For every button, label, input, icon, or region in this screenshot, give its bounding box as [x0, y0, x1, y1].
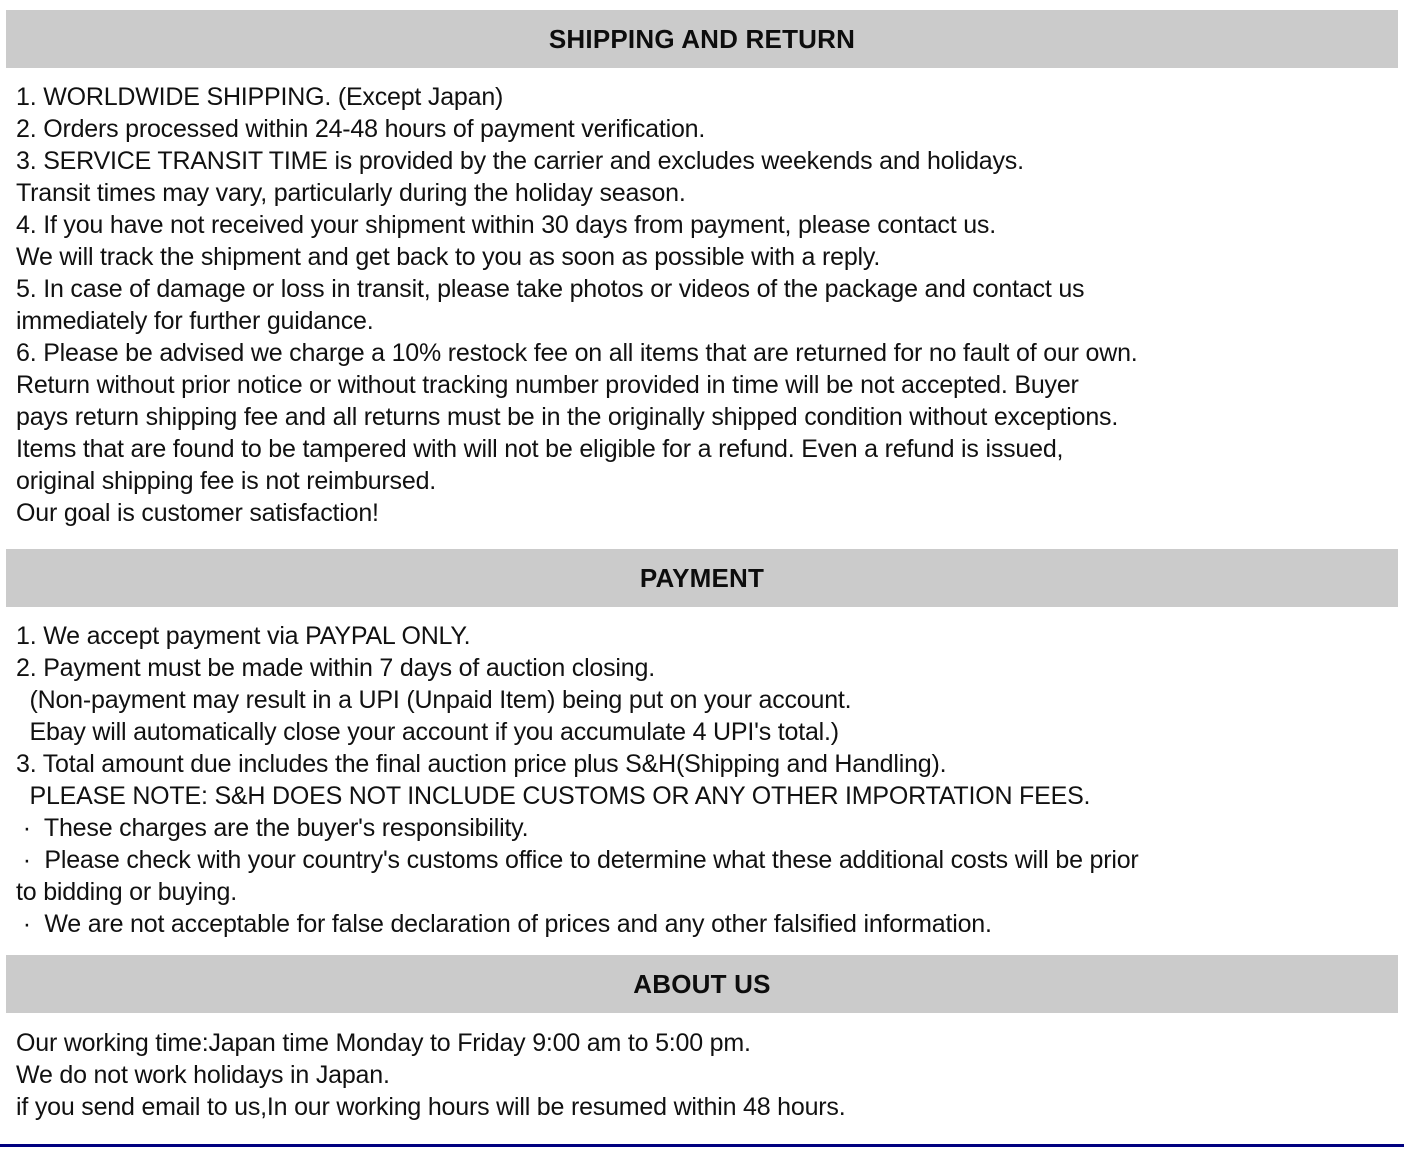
section-header-about-us: [6, 955, 1398, 1013]
text-line: Transit times may vary, particularly during the holiday season.: [16, 179, 686, 207]
section-body-payment: [0, 620, 1404, 940]
text-line: (Non-payment may result in a UPI (Unpaid Item) being put on your account.: [16, 686, 852, 714]
text-line: 5. In case of damage or loss in transit, please take photos or videos of the package and contact us: [16, 275, 1085, 303]
text-line: 6. Please be advised we charge a 10% restock fee on all items that are returned for no fault of our own.: [16, 339, 1138, 367]
text-line: 3. Total amount due includes the final auction price plus S&H(Shipping and Handling).: [16, 750, 947, 778]
text-line: We will track the shipment and get back to you as soon as possible with a reply.: [16, 243, 881, 271]
section-header-shipping-and-return: [6, 10, 1398, 68]
section-title-payment: PAYMENT: [639, 562, 765, 593]
text-line: to bidding or buying.: [16, 878, 237, 906]
text-line: 4. If you have not received your shipment within 30 days from payment, please contact us.: [16, 211, 996, 239]
section-header-payment: [6, 549, 1398, 607]
bottom-divider-line: [0, 1144, 1404, 1147]
text-line: pays return shipping fee and all returns must be in the originally shipped condition without exceptions.: [16, 403, 1119, 431]
section-title-about-us: ABOUT US: [633, 968, 771, 999]
text-line: · These charges are the buyer's responsibility.: [16, 814, 529, 842]
text-line: if you send email to us,In our working hours will be resumed within 48 hours.: [16, 1093, 846, 1121]
text-line: 3. SERVICE TRANSIT TIME is provided by the carrier and excludes weekends and holidays.: [16, 147, 1024, 175]
text-line: We do not work holidays in Japan.: [16, 1061, 390, 1089]
text-line: · We are not acceptable for false declaration of prices and any other falsified information.: [16, 910, 992, 938]
text-line: 1. We accept payment via PAYPAL ONLY.: [16, 622, 471, 650]
section-body-shipping-and-return: [0, 81, 1404, 529]
text-line: Ebay will automatically close your account if you accumulate 4 UPI's total.): [16, 718, 839, 746]
text-line: Our goal is customer satisfaction!: [16, 499, 379, 527]
section-title-shipping-and-return: SHIPPING AND RETURN: [548, 23, 856, 54]
text-line: · Please check with your country's customs office to determine what these additional costs will be prior: [16, 846, 1139, 874]
text-line: original shipping fee is not reimbursed.: [16, 467, 437, 495]
text-line: Our working time:Japan time Monday to Friday 9:00 am to 5:00 pm.: [16, 1029, 751, 1057]
text-line: 2. Orders processed within 24-48 hours of payment verification.: [16, 115, 706, 143]
text-line: immediately for further guidance.: [16, 307, 374, 335]
text-line: 1. WORLDWIDE SHIPPING. (Except Japan): [16, 83, 504, 111]
text-line: PLEASE NOTE: S&H DOES NOT INCLUDE CUSTOMS OR ANY OTHER IMPORTATION FEES.: [16, 782, 1091, 810]
text-line: 2. Payment must be made within 7 days of auction closing.: [16, 654, 655, 682]
section-body-about-us: [0, 1027, 1404, 1123]
text-line: Items that are found to be tampered with will not be eligible for a refund. Even a refund is issued,: [16, 435, 1064, 463]
text-line: Return without prior notice or without tracking number provided in time will be not accepted. Buyer: [16, 371, 1079, 399]
